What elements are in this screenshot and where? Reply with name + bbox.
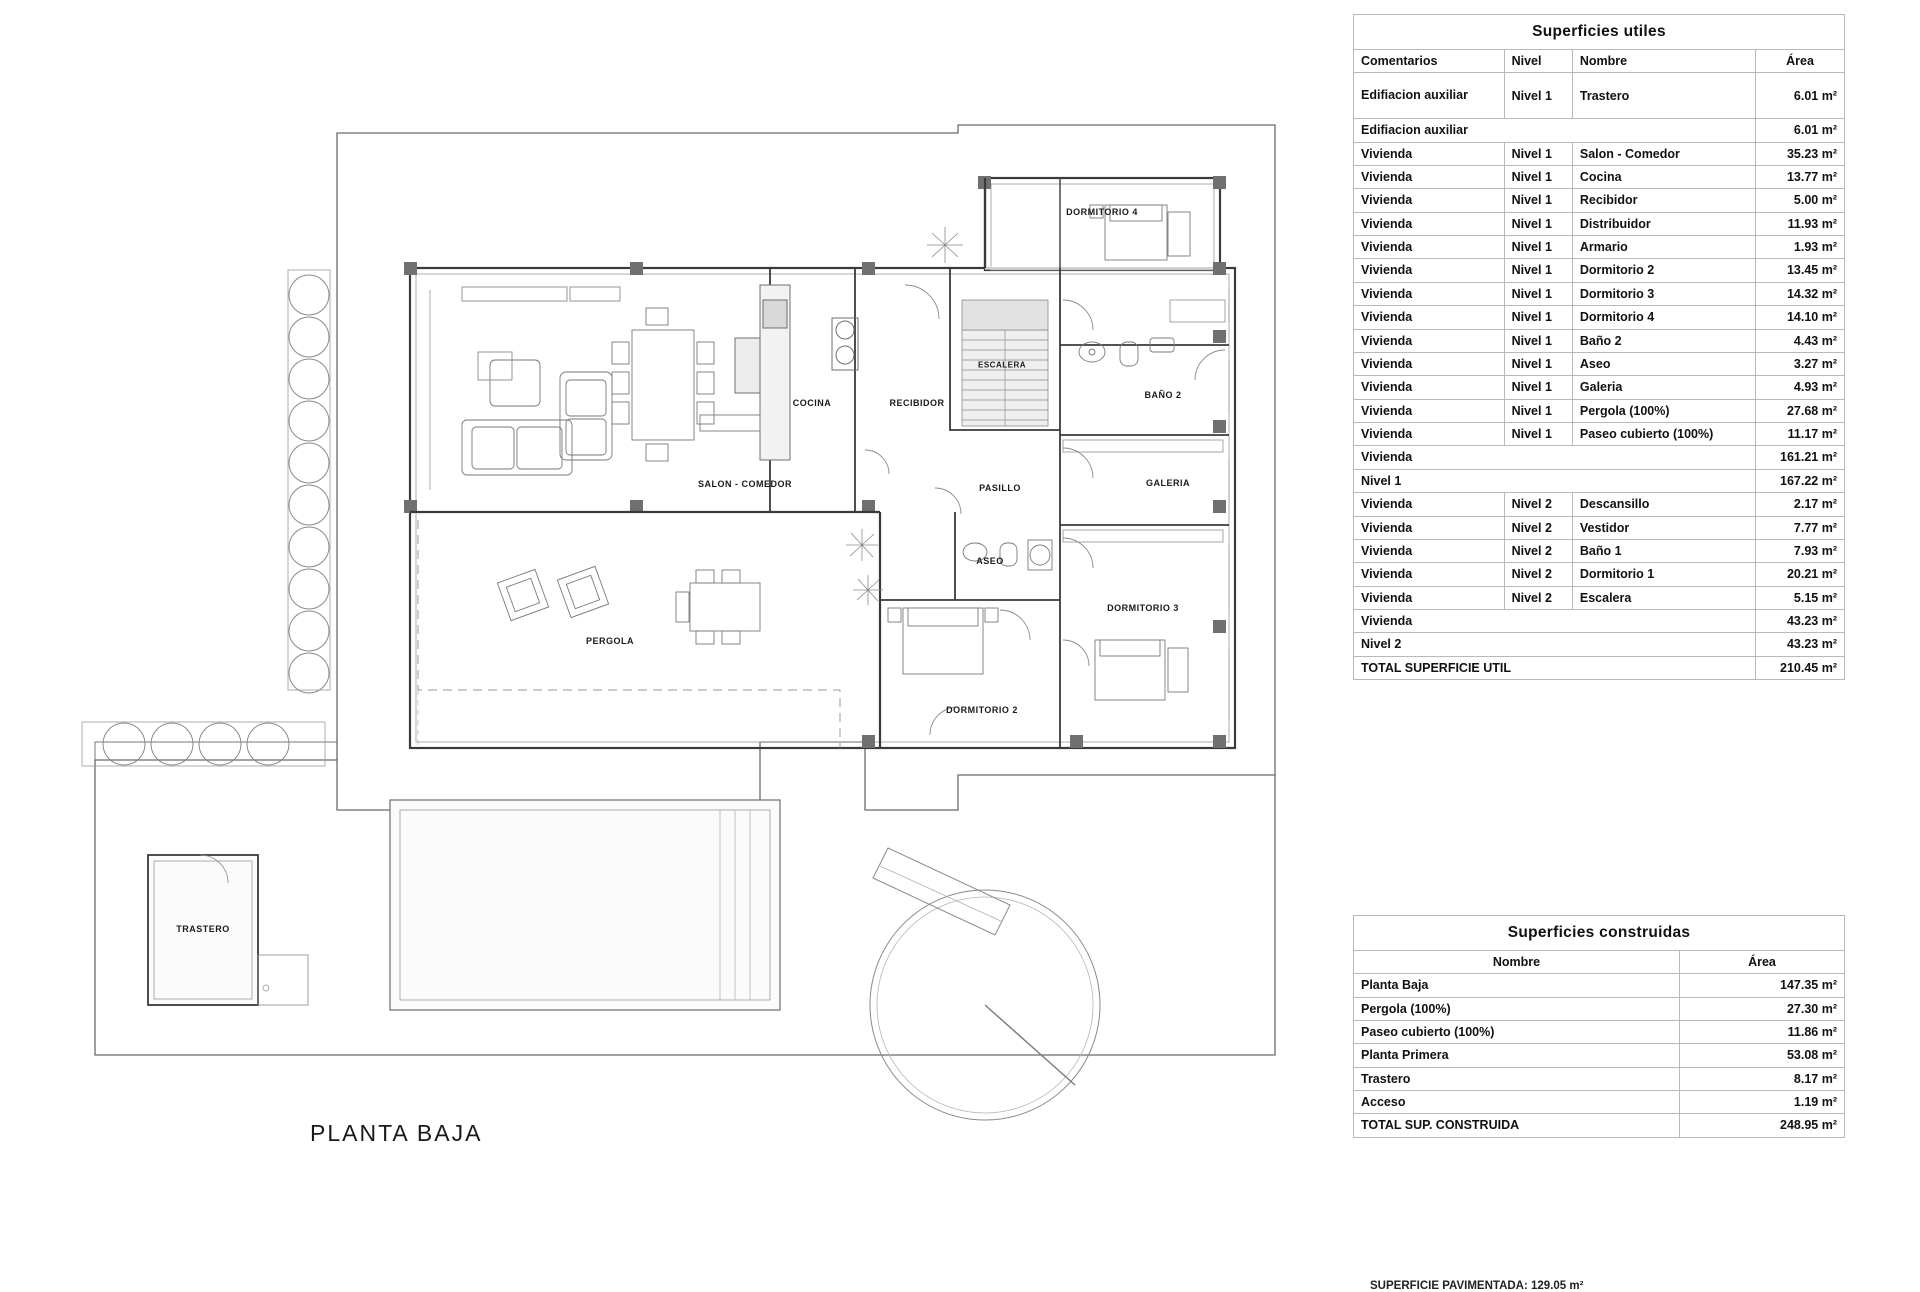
cell-nombre: Distribuidor xyxy=(1572,212,1755,235)
cell-area: 4.43 m² xyxy=(1756,329,1845,352)
cell-comentarios: Vivienda xyxy=(1354,329,1505,352)
cell-nombre: Cocina xyxy=(1572,165,1755,188)
cell-nombre: Dormitorio 2 xyxy=(1572,259,1755,282)
table-row xyxy=(1354,329,1845,352)
table-row xyxy=(1354,212,1845,235)
col-nombre: Nombre xyxy=(1354,950,1680,973)
cell-nivel: Nivel 2 xyxy=(1504,539,1572,562)
cell-nivel: Nivel 2 xyxy=(1504,516,1572,539)
cell-area: 7.93 m² xyxy=(1756,539,1845,562)
cell-total-label: TOTAL SUPERFICIE UTIL xyxy=(1354,656,1756,679)
table-title: Superficies utiles xyxy=(1354,15,1845,50)
cell-area: 14.32 m² xyxy=(1756,282,1845,305)
cell-nivel: Nivel 1 xyxy=(1504,165,1572,188)
page-title: PLANTA BAJA xyxy=(310,1120,483,1146)
cell-nivel: Nivel 2 xyxy=(1504,563,1572,586)
cell-nombre: Planta Primera xyxy=(1354,1044,1680,1067)
cell-comentarios: Vivienda xyxy=(1354,376,1505,399)
cell-subtotal-area: 6.01 m² xyxy=(1756,119,1845,142)
cell-nombre: Vestidor xyxy=(1572,516,1755,539)
cell-area: 11.17 m² xyxy=(1756,423,1845,446)
plan-label-pergola: PERGOLA xyxy=(585,636,635,646)
cell-area: 2.17 m² xyxy=(1756,493,1845,516)
cell-nivel: Nivel 1 xyxy=(1504,376,1572,399)
table-row xyxy=(1354,1091,1845,1114)
table-row xyxy=(1354,539,1845,562)
table-row xyxy=(1354,493,1845,516)
cell-nivel: Nivel 1 xyxy=(1504,352,1572,375)
plan-label-pasillo: PASILLO xyxy=(979,483,1021,493)
cell-subtotal-label: Vivienda xyxy=(1354,446,1756,469)
col-nivel: Nivel xyxy=(1504,49,1572,72)
cell-area: 35.23 m² xyxy=(1756,142,1845,165)
cell-comentarios: Vivienda xyxy=(1354,236,1505,259)
table-row xyxy=(1354,399,1845,422)
plan-label-salon-comedor: SALON - COMEDOR xyxy=(698,479,792,489)
cell-nombre: Trastero xyxy=(1572,73,1755,119)
plan-label-bano-2: BAÑO 2 xyxy=(1144,390,1182,400)
plan-label-dormitorio-2: DORMITORIO 2 xyxy=(946,705,1018,715)
cell-area: 4.93 m² xyxy=(1756,376,1845,399)
cell-nombre: Planta Baja xyxy=(1354,974,1680,997)
cell-area: 27.30 m² xyxy=(1680,997,1845,1020)
cell-area: 5.00 m² xyxy=(1756,189,1845,212)
cell-nivel: Nivel 1 xyxy=(1504,73,1572,119)
table-row xyxy=(1354,586,1845,609)
table-title-row xyxy=(1354,916,1845,951)
cell-nivel: Nivel 1 xyxy=(1504,399,1572,422)
cell-comentarios: Vivienda xyxy=(1354,259,1505,282)
table-row xyxy=(1354,563,1845,586)
cell-nombre: Recibidor xyxy=(1572,189,1755,212)
cell-comentarios: Vivienda xyxy=(1354,352,1505,375)
cell-subtotal-area: 43.23 m² xyxy=(1756,610,1845,633)
cell-area: 13.45 m² xyxy=(1756,259,1845,282)
superficies-utiles-table xyxy=(1353,14,1845,680)
plan-label-cocina: COCINA xyxy=(792,398,832,408)
cell-nivel: Nivel 1 xyxy=(1504,236,1572,259)
cell-nombre: Dormitorio 3 xyxy=(1572,282,1755,305)
cell-comentarios: Vivienda xyxy=(1354,165,1505,188)
table-row-total xyxy=(1354,656,1845,679)
cell-nombre: Galeria xyxy=(1572,376,1755,399)
cell-area: 13.77 m² xyxy=(1756,165,1845,188)
table-row xyxy=(1354,282,1845,305)
table-row xyxy=(1354,236,1845,259)
table-row xyxy=(1354,1044,1845,1067)
cell-nivel: Nivel 1 xyxy=(1504,306,1572,329)
cell-total-area: 210.45 m² xyxy=(1756,656,1845,679)
cell-area: 11.93 m² xyxy=(1756,212,1845,235)
table-row xyxy=(1354,142,1845,165)
plan-label-galeria: GALERIA xyxy=(1146,478,1190,488)
cell-subtotal-label: Nivel 2 xyxy=(1354,633,1756,656)
plan-label-dormitorio-3: DORMITORIO 3 xyxy=(1107,603,1179,613)
plan-label-dormitorio-4: DORMITORIO 4 xyxy=(1066,207,1138,217)
cell-area: 14.10 m² xyxy=(1756,306,1845,329)
cell-area: 53.08 m² xyxy=(1680,1044,1845,1067)
cell-area: 8.17 m² xyxy=(1680,1067,1845,1090)
cell-nivel: Nivel 1 xyxy=(1504,259,1572,282)
table-row-total xyxy=(1354,1114,1845,1137)
cell-total-area: 248.95 m² xyxy=(1680,1114,1845,1137)
cell-comentarios: Vivienda xyxy=(1354,306,1505,329)
table-row-subtotal xyxy=(1354,610,1845,633)
table-row xyxy=(1354,516,1845,539)
table-row-subtotal xyxy=(1354,633,1845,656)
cell-comentarios: Edifiacion auxiliar xyxy=(1354,73,1505,119)
plan-label-escalera: ESCALERA xyxy=(977,360,1027,370)
table-row-subtotal xyxy=(1354,119,1845,142)
cell-comentarios: Vivienda xyxy=(1354,189,1505,212)
table-row xyxy=(1354,423,1845,446)
cell-area: 27.68 m² xyxy=(1756,399,1845,422)
table-row xyxy=(1354,1020,1845,1043)
cell-nivel: Nivel 2 xyxy=(1504,493,1572,516)
table-row-subtotal xyxy=(1354,469,1845,492)
cell-nivel: Nivel 1 xyxy=(1504,423,1572,446)
cell-comentarios: Vivienda xyxy=(1354,423,1505,446)
plan-label-aseo: ASEO xyxy=(976,556,1004,566)
cell-comentarios: Vivienda xyxy=(1354,516,1505,539)
table-row xyxy=(1354,974,1845,997)
table-row xyxy=(1354,73,1845,119)
table-row xyxy=(1354,997,1845,1020)
cell-comentarios: Vivienda xyxy=(1354,282,1505,305)
col-area: Área xyxy=(1756,49,1845,72)
table-title: Superficies construidas xyxy=(1354,916,1845,951)
cell-subtotal-label: Edifiacion auxiliar xyxy=(1354,119,1756,142)
cell-area: 6.01 m² xyxy=(1756,73,1845,119)
col-area: Área xyxy=(1680,950,1845,973)
cell-comentarios: Vivienda xyxy=(1354,142,1505,165)
cell-nombre: Aseo xyxy=(1572,352,1755,375)
cell-nombre: Escalera xyxy=(1572,586,1755,609)
table-row xyxy=(1354,259,1845,282)
col-comentarios: Comentarios xyxy=(1354,49,1505,72)
table-header-row xyxy=(1354,950,1845,973)
table-row xyxy=(1354,352,1845,375)
cell-subtotal-label: Nivel 1 xyxy=(1354,469,1756,492)
cell-comentarios: Vivienda xyxy=(1354,539,1505,562)
footnote-superficie-pavimentada: SUPERFICIE PAVIMENTADA: 129.05 m² xyxy=(1370,1280,1584,1292)
cell-nivel: Nivel 1 xyxy=(1504,212,1572,235)
cell-comentarios: Vivienda xyxy=(1354,212,1505,235)
cell-comentarios: Vivienda xyxy=(1354,586,1505,609)
table-row xyxy=(1354,306,1845,329)
plan-label-recibidor: RECIBIDOR xyxy=(889,398,945,408)
cell-nombre: Baño 2 xyxy=(1572,329,1755,352)
cell-nombre: Dormitorio 1 xyxy=(1572,563,1755,586)
cell-nivel: Nivel 1 xyxy=(1504,282,1572,305)
cell-comentarios: Vivienda xyxy=(1354,399,1505,422)
cell-nivel: Nivel 2 xyxy=(1504,586,1572,609)
cell-nombre: Salon - Comedor xyxy=(1572,142,1755,165)
cell-nombre: Baño 1 xyxy=(1572,539,1755,562)
cell-total-label: TOTAL SUP. CONSTRUIDA xyxy=(1354,1114,1680,1137)
cell-nombre: Trastero xyxy=(1354,1067,1680,1090)
cell-subtotal-area: 43.23 m² xyxy=(1756,633,1845,656)
cell-nombre: Descansillo xyxy=(1572,493,1755,516)
cell-nivel: Nivel 1 xyxy=(1504,329,1572,352)
cell-nombre: Dormitorio 4 xyxy=(1572,306,1755,329)
cell-nombre: Acceso xyxy=(1354,1091,1680,1114)
table-row xyxy=(1354,376,1845,399)
cell-area: 3.27 m² xyxy=(1756,352,1845,375)
table-row xyxy=(1354,189,1845,212)
plan-label-trastero: TRASTERO xyxy=(176,924,230,934)
cell-area: 7.77 m² xyxy=(1756,516,1845,539)
cell-nombre: Paseo cubierto (100%) xyxy=(1354,1020,1680,1043)
cell-subtotal-label: Vivienda xyxy=(1354,610,1756,633)
superficies-construidas-table xyxy=(1353,915,1845,1138)
cell-nombre: Pergola (100%) xyxy=(1354,997,1680,1020)
cell-area: 1.93 m² xyxy=(1756,236,1845,259)
table-header-row xyxy=(1354,49,1845,72)
table-title-row xyxy=(1354,15,1845,50)
cell-nivel: Nivel 1 xyxy=(1504,142,1572,165)
cell-area: 147.35 m² xyxy=(1680,974,1845,997)
table-row xyxy=(1354,1067,1845,1090)
table-row-subtotal xyxy=(1354,446,1845,469)
cell-area: 11.86 m² xyxy=(1680,1020,1845,1043)
table-row xyxy=(1354,165,1845,188)
cell-nombre: Armario xyxy=(1572,236,1755,259)
cell-nombre: Paseo cubierto (100%) xyxy=(1572,423,1755,446)
cell-comentarios: Vivienda xyxy=(1354,493,1505,516)
cell-area: 1.19 m² xyxy=(1680,1091,1845,1114)
cell-area: 5.15 m² xyxy=(1756,586,1845,609)
cell-nivel: Nivel 1 xyxy=(1504,189,1572,212)
cell-area: 20.21 m² xyxy=(1756,563,1845,586)
cell-comentarios: Vivienda xyxy=(1354,563,1505,586)
cell-nombre: Pergola (100%) xyxy=(1572,399,1755,422)
col-nombre: Nombre xyxy=(1572,49,1755,72)
cell-subtotal-area: 161.21 m² xyxy=(1756,446,1845,469)
cell-subtotal-area: 167.22 m² xyxy=(1756,469,1845,492)
